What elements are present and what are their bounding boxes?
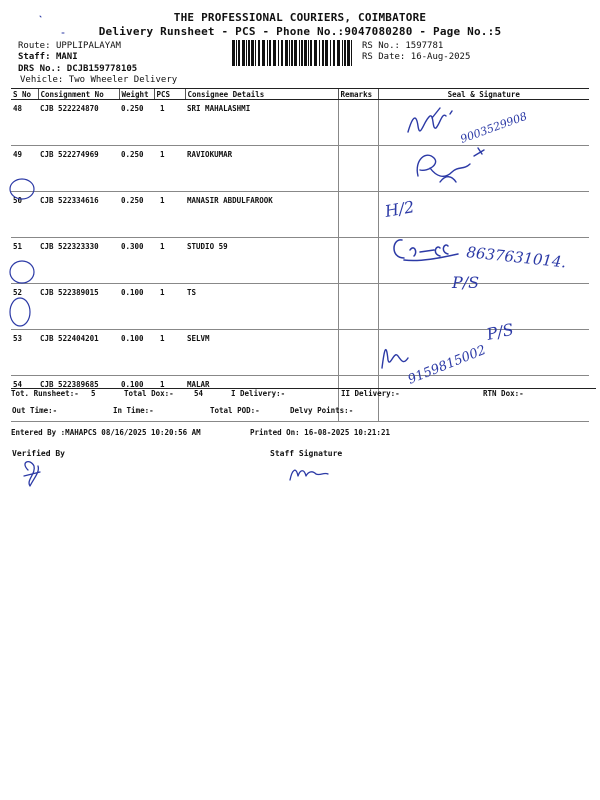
rtn-dox-label: RTN Dox:- bbox=[483, 389, 524, 398]
table-row bbox=[11, 238, 589, 284]
table-row bbox=[11, 146, 589, 192]
cell-consignment: CJB 522224870 bbox=[38, 100, 119, 146]
route-label: Route: bbox=[18, 41, 51, 51]
rs-no-label: RS No.: bbox=[362, 41, 400, 51]
cell-remarks bbox=[338, 238, 378, 284]
cell-consignee: STUDIO 59 bbox=[185, 238, 338, 284]
i-delivery-label: I Delivery:- bbox=[231, 389, 286, 398]
runsheet-table bbox=[11, 88, 589, 422]
route-value: UPPLIPALAYAM bbox=[55, 41, 121, 51]
cell-remarks bbox=[338, 146, 378, 192]
cell-weight: 0.250 bbox=[119, 146, 154, 192]
cell-weight: 0.300 bbox=[119, 238, 154, 284]
cell-sno: 54 bbox=[11, 376, 38, 422]
col-sno: S No bbox=[11, 89, 38, 100]
in-time-label: In Time:- bbox=[113, 406, 154, 415]
cell-consignee: SELVM bbox=[185, 330, 338, 376]
cell-pcs: 1 bbox=[154, 376, 185, 422]
cell-consignment: CJB 522334616 bbox=[38, 192, 119, 238]
cell-weight: 0.100 bbox=[119, 330, 154, 376]
cell-consignment: CJB 522274969 bbox=[38, 146, 119, 192]
rs-date-line bbox=[362, 52, 470, 62]
verified-by-label: Verified By bbox=[12, 449, 65, 458]
drs-label: DRS No.: bbox=[18, 64, 62, 74]
rs-no-value: 1597781 bbox=[405, 41, 444, 51]
cell-signature bbox=[378, 146, 589, 192]
cell-remarks bbox=[338, 192, 378, 238]
phone-row48: 9003529908 bbox=[458, 109, 529, 146]
drs-line bbox=[18, 64, 137, 74]
entered-by: Entered By :MAHAPCS 08/16/2025 10:20:56 AM bbox=[11, 428, 201, 437]
ii-delivery-label: II Delivery:- bbox=[341, 389, 400, 398]
cell-consignee: MALAR bbox=[185, 376, 338, 422]
total-pod-label: Total POD:- bbox=[210, 406, 260, 415]
cell-weight: 0.100 bbox=[119, 376, 154, 422]
cell-consignee: SRI MAHALASHMI bbox=[185, 100, 338, 146]
cell-consignment: CJB 522323330 bbox=[38, 238, 119, 284]
table-row bbox=[11, 284, 589, 330]
cell-remarks bbox=[338, 284, 378, 330]
cell-signature bbox=[378, 238, 589, 284]
verified-by-signature bbox=[24, 462, 40, 486]
cell-consignee: TS bbox=[185, 284, 338, 330]
staff-label: Staff: bbox=[18, 52, 51, 62]
total-dox-value: 54 bbox=[194, 389, 204, 398]
total-dox-label: Total Dox:- bbox=[124, 389, 174, 398]
table-row bbox=[11, 192, 589, 238]
staff-value: MANI bbox=[55, 52, 78, 62]
col-seal-signature: Seal & Signature bbox=[378, 89, 589, 100]
delvy-points-label: Delvy Points:- bbox=[290, 406, 354, 415]
cell-weight: 0.100 bbox=[119, 284, 154, 330]
cell-pcs: 1 bbox=[154, 284, 185, 330]
cell-sno: 52 bbox=[11, 284, 38, 330]
drs-value: DCJB159778105 bbox=[66, 64, 138, 74]
vehicle-value: Two Wheeler Delivery bbox=[68, 75, 178, 85]
cell-signature bbox=[378, 330, 589, 376]
col-consignment: Consignment No bbox=[38, 89, 119, 100]
cell-pcs: 1 bbox=[154, 238, 185, 284]
route-line bbox=[18, 41, 121, 51]
cell-remarks bbox=[338, 100, 378, 146]
printed-on: Printed On: 16-08-2025 10:21:21 bbox=[250, 428, 390, 437]
staff-line bbox=[18, 52, 78, 62]
col-remarks: Remarks bbox=[338, 89, 378, 100]
ps-mark-row54: P/S bbox=[484, 319, 516, 344]
totals-row bbox=[11, 388, 596, 401]
cell-sno: 48 bbox=[11, 100, 38, 146]
cell-weight: 0.250 bbox=[119, 100, 154, 146]
table-row bbox=[11, 330, 589, 376]
barcode-image bbox=[232, 40, 354, 66]
cell-sno: 51 bbox=[11, 238, 38, 284]
company-title: THE PROFESSIONAL COURIERS, COIMBATORE bbox=[173, 11, 427, 24]
table-row bbox=[11, 100, 589, 146]
note-row50: H/2 bbox=[383, 197, 416, 221]
rs-date-value: 16-Aug-2025 bbox=[410, 52, 471, 62]
times-row bbox=[11, 406, 596, 418]
cell-consignment: CJB 522404201 bbox=[38, 330, 119, 376]
cell-sno: 49 bbox=[11, 146, 38, 192]
cell-consignment: CJB 522389685 bbox=[38, 376, 119, 422]
col-weight: Weight bbox=[119, 89, 154, 100]
cell-consignee: MANASIR ABDULFAROOK bbox=[185, 192, 338, 238]
staff-signature-label: Staff Signature bbox=[270, 449, 343, 458]
cell-pcs: 1 bbox=[154, 100, 185, 146]
cell-sno: 53 bbox=[11, 330, 38, 376]
staff-signature-scribble bbox=[290, 470, 328, 480]
cell-pcs: 1 bbox=[154, 192, 185, 238]
col-pcs: PCS bbox=[154, 89, 185, 100]
cell-consignment: CJB 522389015 bbox=[38, 284, 119, 330]
out-time-label: Out Time:- bbox=[12, 406, 58, 415]
table-header-row bbox=[11, 89, 589, 100]
cell-signature bbox=[378, 284, 589, 330]
vehicle-label: Vehicle: bbox=[20, 75, 64, 85]
tot-runsheet-label: Tot. Runsheet:- bbox=[11, 389, 79, 398]
vehicle-line bbox=[20, 75, 177, 85]
cell-remarks bbox=[338, 330, 378, 376]
tot-runsheet-value: 5 bbox=[91, 389, 96, 398]
rs-date-label: RS Date: bbox=[362, 52, 406, 62]
rs-no-line bbox=[362, 41, 443, 51]
runsheet-subtitle: Delivery Runsheet - PCS - Phone No.:9047080280 - Page No.:5 bbox=[98, 25, 502, 38]
cell-pcs: 1 bbox=[154, 330, 185, 376]
cell-weight: 0.250 bbox=[119, 192, 154, 238]
phone-row51: 8637631014. bbox=[465, 243, 568, 272]
phone-row54: 9159815002 bbox=[405, 342, 489, 388]
cell-signature bbox=[378, 192, 589, 238]
cell-consignee: RAVIOKUMAR bbox=[185, 146, 338, 192]
cell-pcs: 1 bbox=[154, 146, 185, 192]
ps-mark-row52: P/S bbox=[452, 273, 480, 292]
col-consignee: Consignee Details bbox=[185, 89, 338, 100]
cell-signature bbox=[378, 100, 589, 146]
cell-sno: 50 bbox=[11, 192, 38, 238]
